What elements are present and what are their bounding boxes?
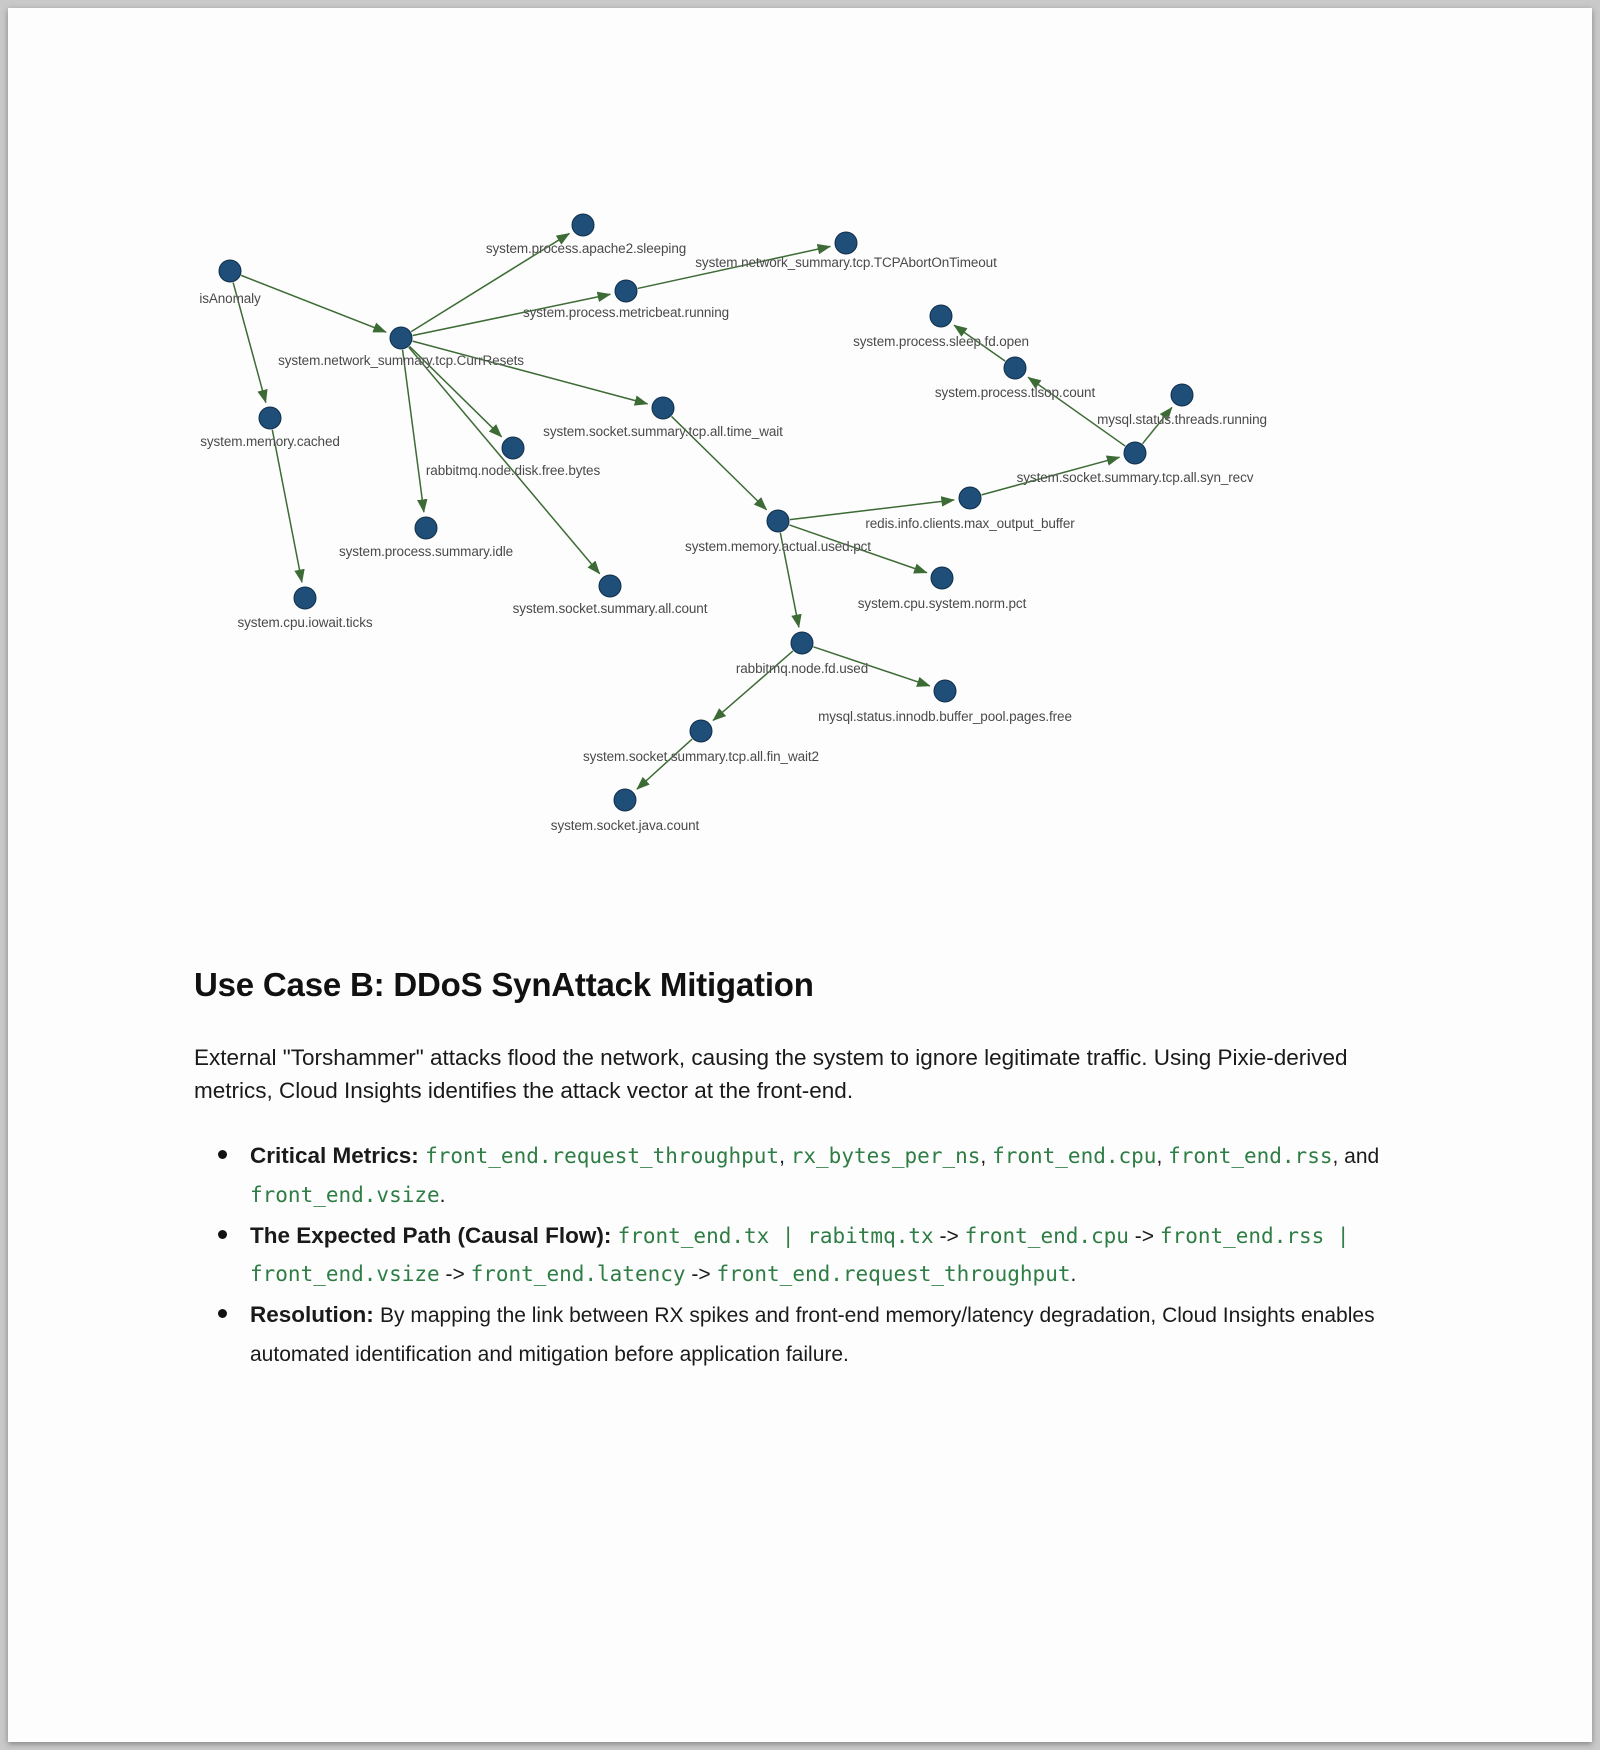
graph-node[interactable] <box>931 567 953 589</box>
bullet-label: Resolution: <box>250 1302 380 1327</box>
graph-node-label: system.network_summary.tcp.TCPAbortOnTimeout <box>695 255 997 270</box>
metric-code: front_end.rss <box>1168 1144 1333 1169</box>
bullet-text: , <box>1156 1145 1169 1169</box>
graph-node[interactable] <box>791 632 813 654</box>
graph-node-label: system.process.summary.idle <box>338 544 514 559</box>
list-item <box>250 1217 1424 1294</box>
metric-code: front_end.cpu <box>964 1223 1129 1248</box>
bullet-text: , and <box>1332 1145 1380 1169</box>
graph-node[interactable] <box>502 437 524 459</box>
graph-node[interactable] <box>599 575 621 597</box>
bullet-text: . <box>1070 1263 1077 1287</box>
metric-code: front_end.rss <box>1159 1223 1325 1248</box>
graph-node[interactable] <box>652 397 674 419</box>
metric-code: front_end.request_throughput <box>425 1144 780 1169</box>
graph-edge <box>409 347 600 574</box>
graph-node[interactable] <box>690 720 712 742</box>
bullet-text: By mapping the link between RX spikes and front-end memory/latency degradation, Cloud Insights enables automated identification and mitigation before application failure. <box>250 1304 1375 1366</box>
graph-node[interactable] <box>614 789 636 811</box>
graph-node[interactable] <box>767 510 789 532</box>
graph-node-label: rabbitmq.node.disk.free.bytes <box>425 463 601 478</box>
metric-code: front_end.latency <box>470 1262 686 1287</box>
graph-node[interactable] <box>294 587 316 609</box>
document-page <box>8 8 1592 1742</box>
graph-node-label: system.process.apache2.sleeping <box>485 241 687 256</box>
graph-node-label: rabbitmq.node.fd.used <box>735 661 869 676</box>
graph-node-label: system.memory.cached <box>200 434 340 449</box>
graph-node[interactable] <box>390 327 412 349</box>
graph-node[interactable] <box>259 407 281 429</box>
graph-node[interactable] <box>572 214 594 236</box>
graph-node[interactable] <box>959 487 981 509</box>
graph-edge <box>272 430 302 583</box>
graph-node-label: system.memory.actual.used.pct <box>685 539 871 554</box>
graph-node-label: system.cpu.system.norm.pct <box>857 596 1027 611</box>
graph-node-label: isAnomaly <box>199 291 261 306</box>
bullet-text: -> <box>933 1224 965 1248</box>
metric-code: front_end.vsize <box>250 1182 440 1207</box>
bullet-label: Critical Metrics: <box>250 1143 426 1169</box>
metric-code: rx_bytes_per_ns <box>790 1144 981 1169</box>
graph-edge <box>241 275 386 332</box>
bullet-dot-icon <box>218 1230 227 1239</box>
metric-code: | <box>769 1223 808 1248</box>
bullet-dot-icon <box>218 1309 227 1318</box>
document-body <box>194 966 1424 1375</box>
bullet-text: , <box>980 1145 993 1169</box>
metric-code: | <box>1324 1223 1350 1248</box>
graph-node[interactable] <box>219 260 241 282</box>
bullet-text: -> <box>685 1263 717 1287</box>
bullet-list <box>194 1137 1424 1373</box>
graph-node[interactable] <box>615 280 637 302</box>
graph-node[interactable] <box>1124 442 1146 464</box>
graph-node[interactable] <box>835 232 857 254</box>
graph-node-label: system.cpu.iowait.ticks <box>237 615 373 630</box>
graph-node-label: system.socket.summary.tcp.all.time_wait <box>543 424 783 439</box>
graph-node-label: system.process.metricbeat.running <box>522 305 730 320</box>
bullet-text: -> <box>439 1263 471 1287</box>
bullet-label: The Expected Path (Causal Flow): <box>250 1222 618 1248</box>
graph-node[interactable] <box>1171 384 1193 406</box>
bullet-text: -> <box>1128 1224 1160 1248</box>
graph-edge <box>637 739 692 789</box>
causal-graph-figure <box>158 183 1408 863</box>
metric-code: front_end.request_throughput <box>716 1262 1071 1287</box>
graph-edge <box>403 350 424 512</box>
graph-node-label: redis.info.clients.max_output_buffer <box>865 516 1075 531</box>
metric-code: front_end.cpu <box>992 1144 1157 1169</box>
bullet-dot-icon <box>218 1150 227 1159</box>
graph-node-label: system.socket.summary.tcp.all.fin_wait2 <box>583 749 819 764</box>
metric-code: rabitmq.tx <box>807 1223 934 1248</box>
graph-node-label: system.process.sleep.fd.open <box>853 334 1029 349</box>
metric-code: front_end.vsize <box>250 1262 440 1287</box>
graph-node[interactable] <box>1004 357 1026 379</box>
page-title: Use Case B: DDoS SynAttack Mitigation <box>194 966 814 1003</box>
graph-node[interactable] <box>415 517 437 539</box>
bullet-text: . <box>439 1183 446 1207</box>
graph-node-label: system.socket.java.count <box>550 818 700 833</box>
graph-node[interactable] <box>930 305 952 327</box>
metric-code: front_end.tx <box>617 1223 770 1248</box>
graph-node-label: system.socket.summary.all.count <box>512 601 708 616</box>
list-item <box>250 1137 1424 1214</box>
graph-node[interactable] <box>934 680 956 702</box>
graph-node-label: system.socket.summary.tcp.all.syn_recv <box>1016 470 1254 485</box>
graph-node-label: mysql.status.threads.running <box>1097 412 1267 427</box>
list-item <box>250 1296 1424 1373</box>
graph-node-label: system.process.tlsop.count <box>934 385 1096 400</box>
graph-node-label: mysql.status.innodb.buffer_pool.pages.free <box>818 709 1072 724</box>
bullet-text: , <box>779 1145 791 1169</box>
intro-paragraph: External "Torshammer" attacks flood the network, causing the system to ignore legitimate traffic. Using Pixie-derived metrics, Cloud Insights identifies the attack vector at the front-end. <box>194 1045 1348 1103</box>
graph-node-label: system.network_summary.tcp.CurrResets <box>278 353 524 368</box>
